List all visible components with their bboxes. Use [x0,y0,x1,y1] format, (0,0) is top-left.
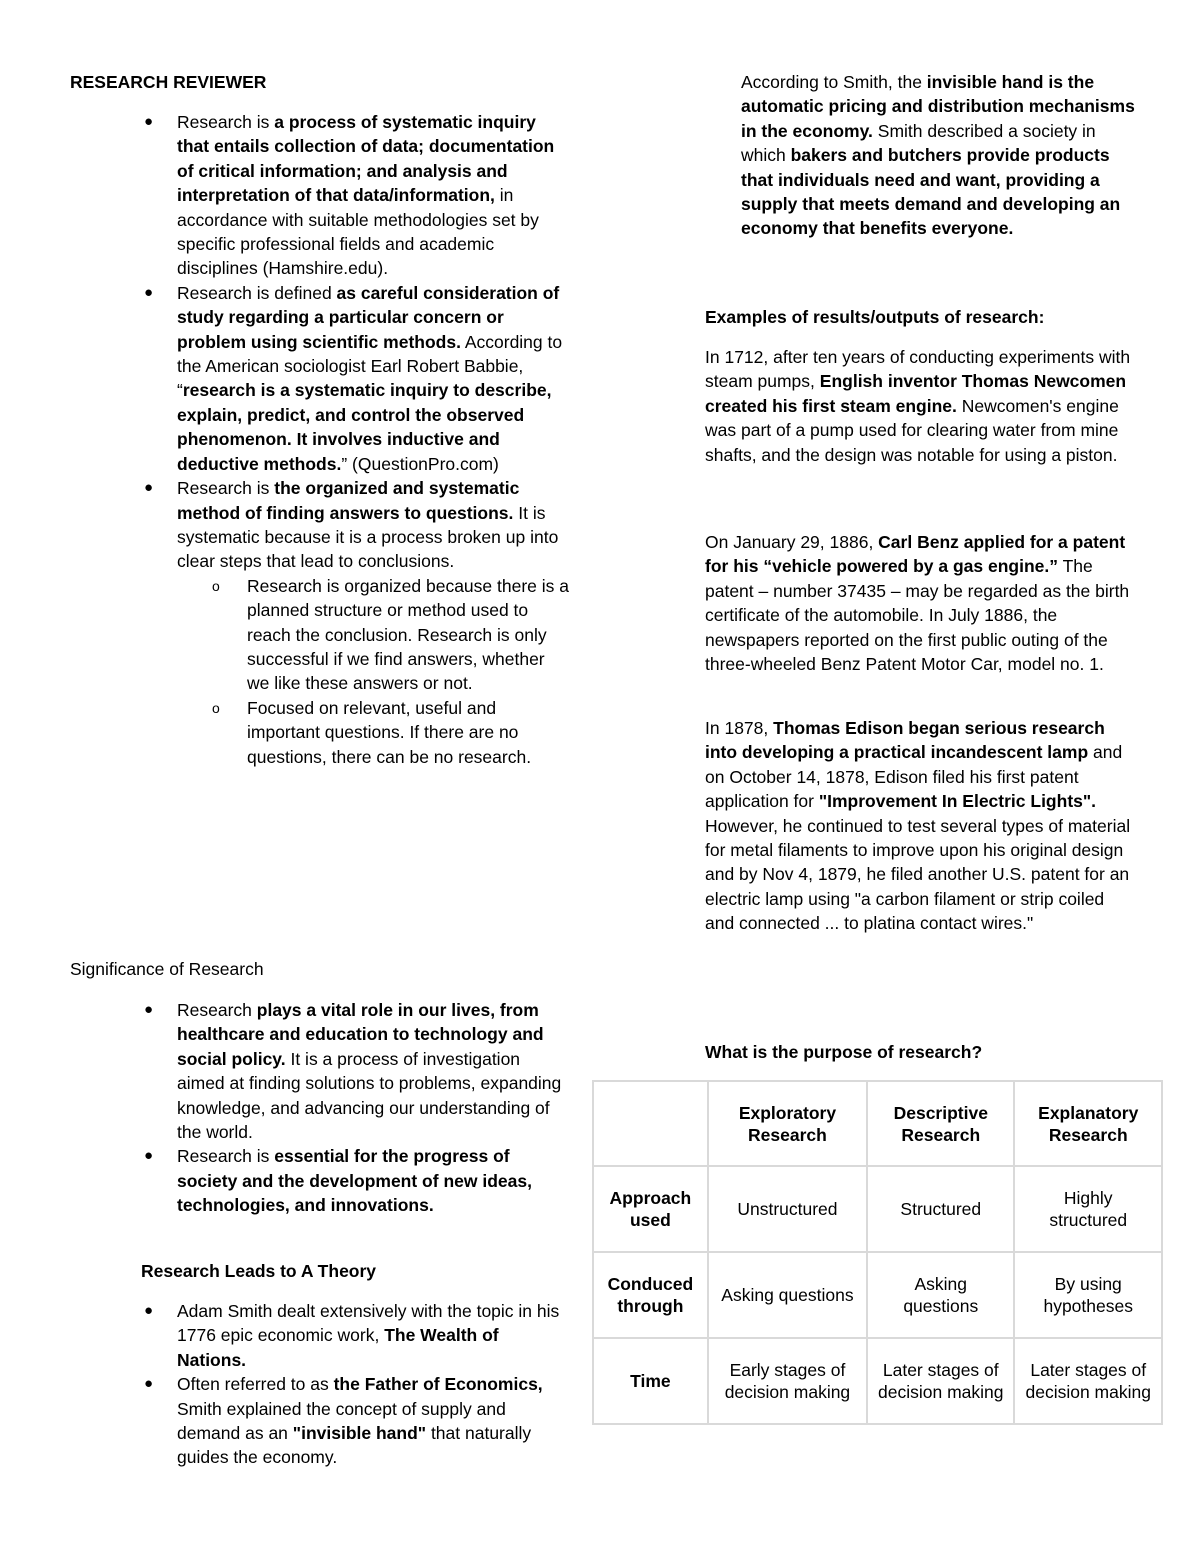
bullet-icon: ● [144,1001,154,1018]
table-cell: Asking questions [708,1252,867,1338]
table-cell: Asking questions [867,1252,1014,1338]
bullet-icon: ● [144,283,154,301]
table-header-cell: Exploratory Research [708,1081,867,1166]
table-cell: By using hypotheses [1014,1252,1162,1338]
significance-list [144,998,570,1218]
table-cell: Later stages of decision making [1014,1338,1162,1424]
document-title: RESEARCH REVIEWER [70,72,267,92]
purpose-heading: What is the purpose of research? [705,1042,983,1062]
significance-heading: Significance of Research [70,959,264,979]
sub-list-item: o Focused on relevant, useful and important questions. If there are no questions, there can be no research. [212,697,532,767]
table-header-cell [593,1081,708,1166]
sub-list-item: o Research is organized because there is a planned structure or method used to reach the conclusion. Research is only successful if we find answers, whether we like these answers or not. [212,575,569,694]
circle-bullet-icon: o [212,577,220,594]
bullet-icon: ● [144,1302,154,1319]
table-row [593,1252,1162,1338]
table-cell: Later stages of decision making [867,1338,1014,1424]
list-item: ● Research is essential for the progress of society and the development of new ideas, technologies, and innovations. [144,1146,532,1216]
bullet-icon: ● [144,113,154,130]
bullet-icon: ● [144,1147,154,1165]
table-row-header: Approach used [593,1166,708,1252]
table-cell: Unstructured [708,1166,867,1252]
table-header-row [593,1081,1162,1166]
bullet-icon: ● [144,479,154,497]
table-row [593,1166,1162,1252]
examples-heading: Examples of results/outputs of research: [705,307,1045,327]
benz-paragraph: On January 29, 1886, Carl Benz applied for a patent for his “vehicle powered by a gas engine.” The patent – number 37435 – may be regarded as the birth certificate of the automobile. In July 1886, the newspapers reported on the first public outing of the three-wheeled Benz Patent Motor Car, model no. 1. [705,532,1130,675]
edison-paragraph: In 1878, Thomas Edison began serious research into developing a practical incandescent lamp and on October 14, 1878, Edison filed his first patent application for "Improvement In Electric Lights". However, he continued to test several types of material for metal filaments to improve upon his original design and by Nov 4, 1879, he filed another U.S. patent for an electric lamp using "a carbon filament or strip coiled and connected ... to platina contact wires." [705,718,1131,934]
bullet-icon: ● [144,1375,154,1393]
theory-list [144,1299,570,1470]
circle-bullet-icon: o [212,699,220,716]
table-row-header: Conduced through [593,1252,708,1338]
theory-heading: Research Leads to A Theory [141,1261,377,1281]
table-cell: Early stages of decision making [708,1338,867,1424]
newcomen-paragraph: In 1712, after ten years of conducting experiments with steam pumps, English inventor Thomas Newcomen created his first steam engine. Newcomen's engine was part of a pump used for clearing water from mine shafts, and the design was notable for using a piston. [705,347,1131,465]
table-row-header: Time [593,1338,708,1424]
purpose-table [592,1080,1163,1425]
list-item: ● Adam Smith dealt extensively with the topic in his 1776 epic economic work, The Wealth of Nations. [144,1301,560,1370]
smith-paragraph: According to Smith, the invisible hand is the automatic pricing and distribution mechanisms in the economy. Smith described a society in which bakers and butchers provide products that individuals need and want, providing a supply that meets demand and developing an economy that benefits everyone. [741,72,1135,239]
list-item: ● Often referred to as the Father of Economics, Smith explained the concept of supply and demand as an "invisible hand" that naturally guides the economy. [144,1374,543,1468]
list-item: ● Research is a process of systematic inquiry that entails collection of data; documentation of critical information; and analysis and interpretation of that data/information, in accordance with suitable methodologies set by specific professional fields and academic disciplines (Hamshire.edu). [144,112,555,279]
list-item: ● Research plays a vital role in our lives, from healthcare and education to technology and social policy. It is a process of investigation aimed at finding solutions to problems, expanding knowledge, and advancing our understanding of the world. [144,1000,562,1143]
table-header-cell: Descriptive Research [867,1081,1014,1166]
table-cell: Structured [867,1166,1014,1252]
table-row [593,1338,1162,1424]
list-item: ● Research is the organized and systematic method of finding answers to questions. It is systematic because it is a process broken up into clear steps that lead to conclusions. [144,478,559,572]
definition-list [144,110,570,769]
list-item: ● Research is defined as careful consideration of study regarding a particular concern or problem using scientific methods. According to the American sociologist Earl Robert Babbie, “research is a systematic inquiry to describe, explain, predict, and control the observed phenomenon. It involves inductive and deductive methods.” (QuestionPro.com) [144,282,563,474]
table-header-cell: Explanatory Research [1014,1081,1162,1166]
table-cell: Highly structured [1014,1166,1162,1252]
